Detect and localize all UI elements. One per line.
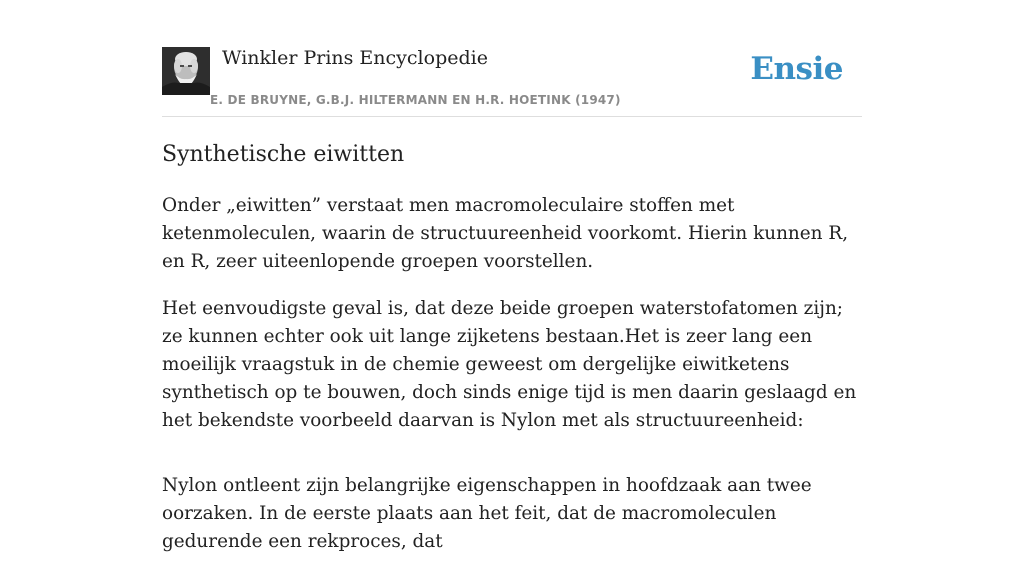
article-paragraph: Onder „eiwitten” verstaat men macromoleculaire stoffen met ketenmoleculen, waarin de structuureenheid voorkomt. Hierin kunnen R, en R, zeer uiteenlopende groepen voorstellen.: [162, 195, 849, 272]
article-body: [162, 192, 862, 575]
publication-header: [162, 0, 862, 117]
article-title: Synthetische eiwitten: [162, 142, 405, 167]
portrait-avatar-icon[interactable]: [162, 47, 210, 95]
ensie-logo[interactable]: Ensie: [750, 51, 843, 87]
publication-authors: E. DE BRUYNE, G.B.J. HILTERMANN EN H.R. HOETINK (1947): [210, 93, 621, 107]
page: [162, 0, 862, 552]
publication-title[interactable]: Winkler Prins Encyclopedie: [222, 47, 488, 69]
article-paragraph: Nylon ontleent zijn belangrijke eigenschappen in hoofdzaak aan twee oorzaken. In de eerste plaats aan het feit, dat de macromoleculen gedurende een rekproces, dat: [162, 475, 812, 552]
article-paragraph: Het eenvoudigste geval is, dat deze beide groepen waterstofatomen zijn; ze kunnen echter ook uit lange zijketens bestaan.Het is zeer lang een moeilijk vraagstuk in de chemie geweest om dergelijke eiwitketens synthetisch op te bouwen, doch sinds enige tijd is men daarin geslaagd en het bekendste voorbeeld daarvan is Nylon met als structuureenheid:: [162, 298, 857, 431]
